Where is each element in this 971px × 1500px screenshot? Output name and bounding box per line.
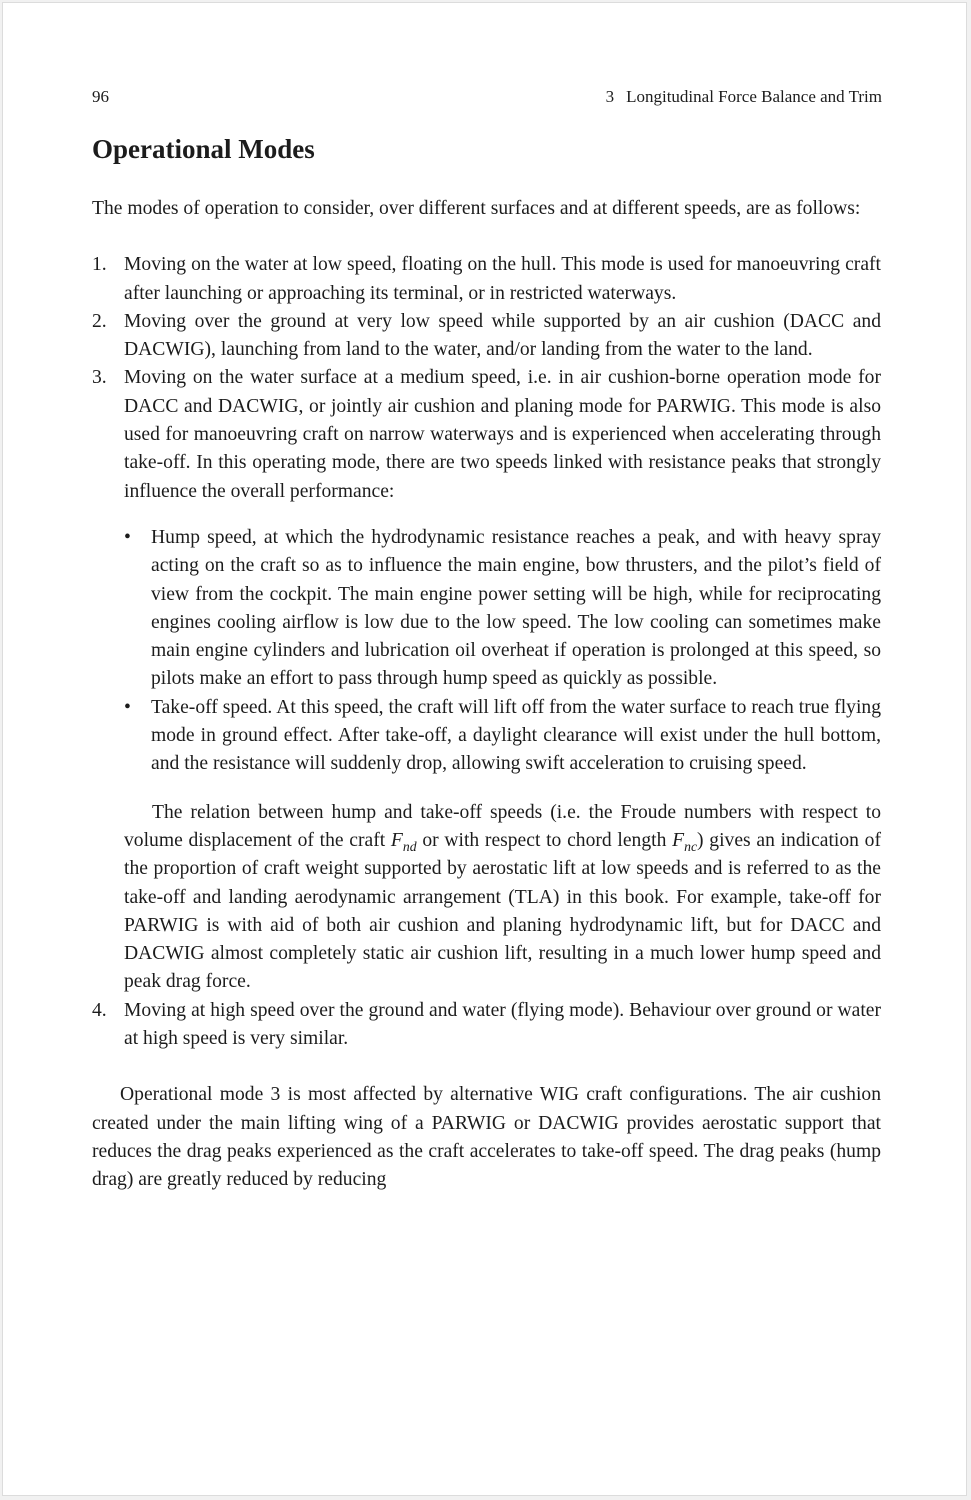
mode-item-3 (92, 364, 881, 996)
bullet-hump-speed (124, 524, 881, 694)
bullet-text: Take-off speed. At this speed, the craft will lift off from the water surface to reach true flying mode in ground effect. After take-off, a daylight clearance will exist under the hull bottom, and the resistance will suddenly drop, allowing swift acceleration to cruising speed. (151, 696, 881, 775)
bullet-take-off-speed (124, 694, 881, 779)
froude-subscript: nd (402, 838, 417, 854)
list-number: 3. (92, 367, 107, 389)
mode-text: Moving at high speed over the ground and water (flying mode). Behaviour over ground or water at high speed is very similar. (124, 999, 881, 1050)
list-number: 4. (92, 999, 107, 1021)
chapter-heading (606, 87, 882, 107)
closing-paragraph: Operational mode 3 is most affected by alternative WIG craft configurations. The air cushion created under the main lifting wing of a PARWIG or DACWIG provides aerostatic support that reduces the drag peaks experienced as the craft accelerates to take-off speed. The drag peaks (hump drag) are greatly reduced by reducing (92, 1084, 881, 1191)
froude-symbol-nc (672, 829, 698, 854)
mode-item-4 (92, 997, 881, 1054)
relation-text-2: or with respect to chord length (416, 829, 673, 851)
tla-relation-paragraph (124, 799, 881, 997)
froude-letter: F (390, 829, 403, 851)
list-number: 2. (92, 310, 107, 332)
page-number: 96 (92, 87, 109, 106)
chapter-number: 3 (605, 87, 615, 106)
section-body (92, 195, 881, 1195)
froude-subscript: nc (684, 838, 698, 854)
froude-letter: F (672, 829, 685, 851)
mode-text: Moving over the ground at very low speed while supported by an air cushion (DACC and DACWIG), launching from land to the water, and/or landing from the water to the land. (124, 310, 881, 361)
chapter-title: Longitudinal Force Balance and Trim (626, 87, 882, 106)
bullet-marker: • (124, 696, 131, 718)
mode-item-2 (92, 308, 881, 365)
mode-text: Moving on the water at low speed, floating on the hull. This mode is used for manoeuvring craft after launching or approaching its terminal, or in restricted waterways. (124, 254, 881, 304)
intro-paragraph: The modes of operation to consider, over different surfaces and at different speeds, are as follows: (92, 198, 861, 219)
relation-text-1: The relation between hump and take-off speeds (i.e. the Froude numbers with respect to volume displacement of the craft (124, 801, 881, 851)
froude-symbol-nd (390, 829, 417, 854)
list-number: 1. (92, 254, 107, 276)
speed-bullet-list (124, 524, 881, 779)
book-page (2, 2, 967, 1496)
bullet-marker: • (124, 526, 131, 548)
mode-item-1 (92, 251, 881, 308)
mode-text: Moving on the water surface at a medium speed, i.e. in air cushion-borne operation mode for DACC and DACWIG, or jointly air cushion and planing mode for PARWIG. This mode is also used for manoeuvring craft on narrow waterways and is experienced when accelerating through take-off. In this operating mode, there are two speeds linked with resistance peaks that strongly influence the overall performance: (124, 367, 881, 502)
section-title: Operational Modes (92, 134, 315, 164)
relation-text-3: ) gives an indication of the proportion of craft weight supported by aerostatic lift at low speeds and is referred to as the take-off and landing aerodynamic arrangement (TLA) in this book. For example, take-off for PARWIG is with aid of both air cushion and planing hydrodynamic lift, but for DACC and DACWIG almost completely static air cushion lift, resulting in a much lower hump speed and peak drag force. (124, 829, 881, 993)
operational-modes-list (92, 251, 881, 1053)
bullet-text: Hump speed, at which the hydrodynamic resistance reaches a peak, and with heavy spray acting on the craft so as to influence the main engine, bow thrusters, and the pilot’s field of view from the cockpit. The main engine power setting will be high, while for reciprocating engines cooling airflow is low due to the low speed. The low cooling can sometimes make main engine cylinders and lubrication oil overheat if operation is prolonged at this speed, so pilots make an effort to pass through hump speed as quickly as possible. (151, 526, 881, 690)
